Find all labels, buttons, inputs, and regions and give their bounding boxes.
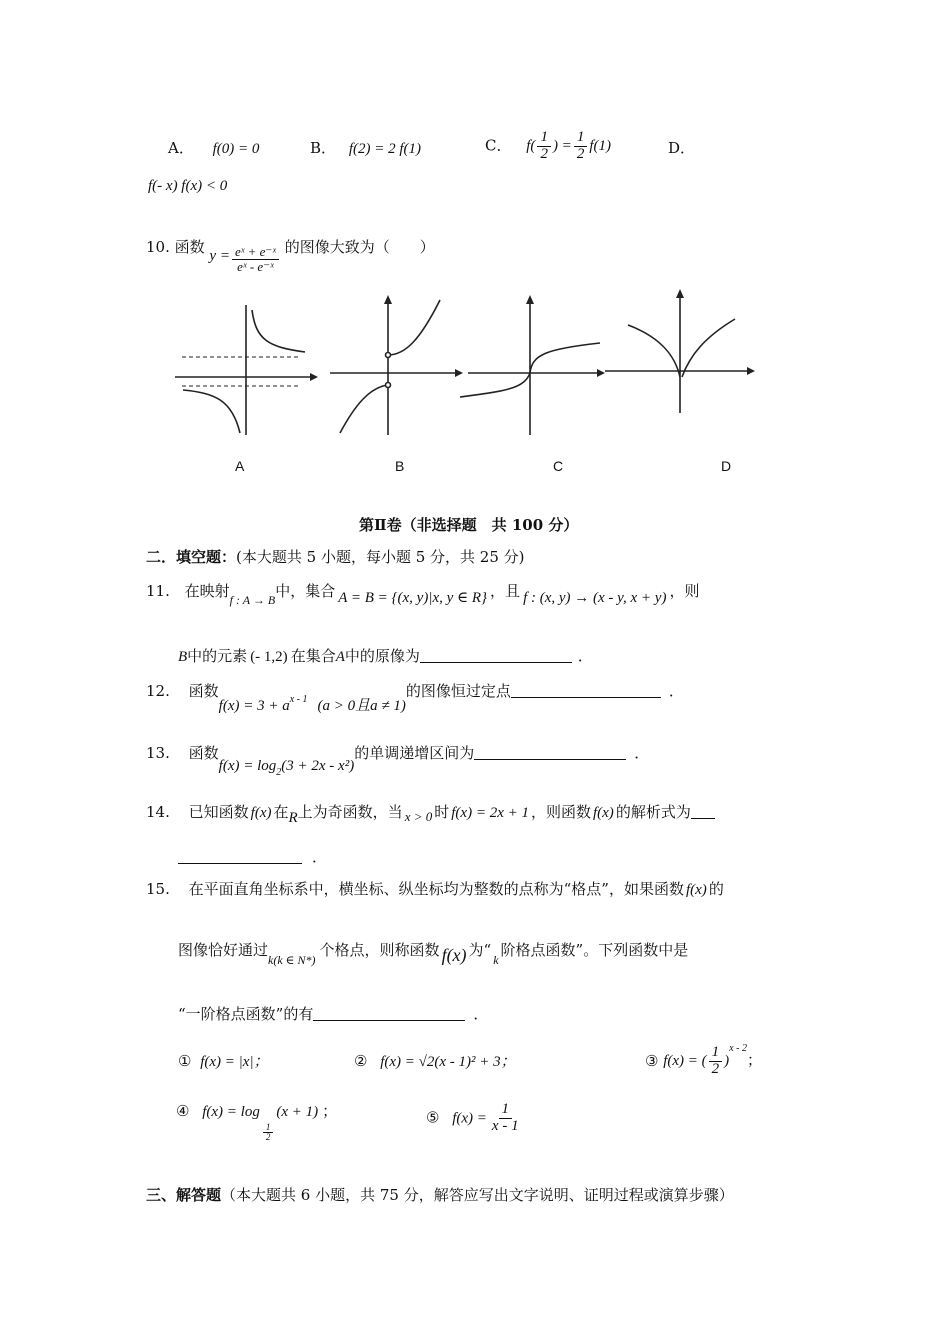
option-marker: ④ — [176, 1102, 190, 1120]
question-text: ，则函数 — [530, 803, 591, 821]
q14-line2 — [178, 848, 327, 866]
question-text: 图像恰好通过 — [178, 941, 269, 959]
graph-b — [330, 295, 463, 435]
question-end: ． — [668, 682, 684, 700]
answer-blank[interactable] — [313, 1006, 465, 1021]
q10-graphs — [0, 285, 950, 465]
q9-option-d-label — [668, 139, 695, 157]
q15-option-2 — [354, 1052, 516, 1071]
q11-line2 — [178, 647, 593, 666]
math-expression — [663, 1043, 747, 1078]
math-exponent: x - 2 — [729, 1043, 747, 1054]
option-marker: ⑤ — [426, 1108, 440, 1127]
math-variable: k — [493, 953, 499, 967]
arrow-icon — [310, 373, 318, 381]
question-text: 中的元素 — [187, 647, 248, 665]
fraction-numerator: 1 — [499, 1102, 513, 1119]
arrow-icon — [747, 367, 755, 375]
question-text: 的单调递增区间为 — [354, 744, 475, 762]
question-text: 10. 函数 — [146, 238, 205, 256]
math-expression: f(x) — [250, 805, 272, 821]
fraction-denominator: 2 — [265, 1132, 271, 1143]
open-point — [386, 353, 391, 358]
math-expression: f : A → B — [229, 593, 276, 607]
option-marker: ② — [354, 1052, 368, 1070]
curve — [388, 300, 440, 355]
fraction — [537, 130, 551, 163]
question-text: 为“ — [468, 941, 492, 959]
math-text: (x + 1) — [276, 1104, 319, 1120]
math-expression: f(x) — [592, 805, 614, 821]
answer-blank[interactable] — [420, 648, 572, 663]
math-text: ； — [746, 1051, 762, 1069]
answer-blank[interactable] — [474, 745, 626, 760]
math-text: ) — [724, 1053, 730, 1069]
question-text: 时 — [434, 803, 450, 821]
question-text: 在平面直角坐标系中，横坐标、纵坐标均为整数的点称为“格点”，如果函数 — [188, 880, 684, 898]
fraction-numerator: 1 — [574, 130, 588, 147]
math-text: y = — [209, 248, 230, 264]
option-label: C． — [485, 136, 512, 155]
q9-option-c — [485, 130, 611, 163]
section-description: (本大题共 5 小题，每小题 5 分，共 25 分) — [236, 548, 525, 566]
math-expression: f(x) = |x|； — [200, 1054, 269, 1070]
curve — [628, 325, 680, 377]
math-expression: A = B = {(x, y)|x, y ∈ R} — [338, 590, 488, 606]
q15-line3 — [178, 1005, 488, 1023]
arrow-icon — [455, 369, 463, 377]
math-expression — [202, 1104, 319, 1143]
option-label: A． — [168, 139, 194, 157]
graph-label-b: B — [395, 458, 405, 474]
question-end: ． — [634, 744, 650, 762]
arrow-icon — [526, 295, 534, 304]
math-expression — [218, 694, 406, 714]
q15-option-3 — [645, 1043, 762, 1078]
q10-stem — [146, 238, 435, 273]
curve — [340, 385, 388, 433]
fraction-denominator: 2 — [576, 145, 585, 162]
math-variable: R — [288, 810, 298, 826]
math-text: f(1) — [589, 137, 611, 154]
q9-option-d: f(- x) f(x) < 0 — [148, 178, 228, 194]
question-text: “一阶格点函数”的有 — [178, 1005, 314, 1023]
question-text: 中，集合 — [275, 582, 336, 600]
math-expression: (- 1,2) — [250, 649, 288, 665]
open-point — [386, 383, 391, 388]
question-text: 函数 — [188, 744, 219, 762]
fraction-denominator: eˣ - e⁻ˣ — [237, 258, 274, 274]
fraction-denominator: x - 1 — [491, 1117, 519, 1134]
math-expression: f(x) = √2(x - 1)² + 3； — [380, 1054, 516, 1070]
curve — [183, 390, 240, 433]
math-expression: f(2) = 2 f(1) — [348, 141, 421, 157]
fraction — [709, 1045, 723, 1078]
curve — [252, 310, 305, 352]
math-text: ； — [322, 1102, 338, 1120]
q15-line2 — [178, 941, 688, 967]
question-text: 在 — [273, 803, 289, 821]
section-label: 三、解答题 — [146, 1186, 222, 1204]
q12 — [146, 682, 684, 715]
arrow-icon — [597, 369, 605, 377]
q13 — [146, 744, 649, 779]
question-text: 在集合 — [290, 647, 336, 665]
question-text: 函数 — [188, 682, 219, 700]
part2-title: 第Ⅱ卷（非选择题 共 100 分） — [359, 516, 579, 534]
question-text: ，且 — [490, 582, 521, 600]
fraction — [489, 1102, 522, 1135]
graph-label-d: D — [721, 458, 732, 474]
math-text: f(x) = 3 + a — [218, 698, 290, 714]
arrow-icon — [384, 295, 392, 304]
question-text: 的解析式为 — [615, 803, 691, 821]
fraction-numerator: 1 — [709, 1045, 723, 1062]
math-variable: A — [335, 649, 345, 665]
question-text: 的图像恒过定点 — [405, 682, 511, 700]
math-expression — [526, 129, 611, 162]
section-label: 二．填空题： — [146, 548, 237, 566]
math-expression — [209, 240, 284, 274]
section-header-solutions — [146, 1186, 734, 1204]
math-text: (3 + 2x - x²) — [281, 758, 355, 774]
math-condition: (a > 0且a ≠ 1) — [317, 698, 406, 714]
fraction-numerator: eˣ + e⁻ˣ — [232, 245, 279, 260]
question-end: ． — [312, 848, 328, 866]
option-marker: ① — [178, 1052, 192, 1070]
graph-d — [605, 289, 755, 413]
q15-option-1 — [178, 1052, 269, 1071]
question-text: 上为奇函数，当 — [297, 803, 403, 821]
question-end: ． — [577, 647, 593, 665]
math-variable: B — [178, 649, 188, 665]
answer-blank[interactable] — [178, 849, 302, 864]
math-exponent: x - 1 — [289, 694, 308, 705]
question-text: 在映射 — [184, 582, 230, 600]
math-expression: f(x) — [685, 882, 707, 898]
math-text: f(x) = ( — [663, 1053, 707, 1069]
math-expression: f(x) = 2x + 1 — [451, 805, 529, 821]
q9-option-a — [168, 139, 259, 158]
graph-a — [175, 305, 318, 435]
math-expression — [452, 1101, 523, 1134]
section-header-fill-in — [146, 548, 525, 566]
curve — [682, 319, 735, 377]
math-expression: x > 0 — [404, 809, 433, 824]
q15-option-5 — [426, 1102, 524, 1135]
fraction-numerator: 1 — [263, 1123, 274, 1133]
arrow-icon — [676, 289, 684, 298]
math-subscript: 2 — [276, 767, 282, 778]
question-text: ，则 — [669, 582, 700, 600]
math-expression: f : (x, y) → (x - y, x + y) — [523, 590, 667, 606]
question-text: 的 — [708, 880, 724, 898]
q15-option-4 — [176, 1102, 337, 1143]
q9-option-b — [310, 139, 421, 158]
question-number: 12. — [146, 682, 170, 700]
option-label: B． — [310, 139, 337, 157]
math-expression: f(0) = 0 — [212, 141, 260, 157]
math-text: f( — [526, 137, 536, 154]
curve — [530, 343, 600, 373]
fraction — [263, 1123, 274, 1143]
q11-line1 — [146, 582, 699, 607]
math-text: ) = — [552, 137, 572, 154]
question-number: 15. — [146, 880, 170, 898]
math-text: f(x) = — [452, 1110, 487, 1127]
fraction-denominator: 2 — [711, 1061, 720, 1078]
answer-blank[interactable] — [511, 683, 661, 698]
section-description: （本大题共 6 小题，共 75 分，解答应写出文字说明、证明过程或演算步骤） — [221, 1186, 734, 1204]
curve — [460, 373, 530, 397]
fraction-denominator: 2 — [540, 145, 548, 162]
option-label: D． — [668, 139, 696, 157]
math-expression: k(k ∈ N*) — [268, 953, 316, 967]
q15-line1 — [146, 880, 724, 899]
question-text: 已知函数 — [188, 803, 249, 821]
q14-line1 — [146, 803, 715, 827]
question-end: ． — [473, 1005, 489, 1023]
question-number: 11. — [146, 582, 170, 600]
graph-label-a: A — [235, 458, 245, 474]
question-text: 中的原像为 — [344, 647, 420, 665]
fraction — [232, 245, 279, 273]
graph-label-c: C — [553, 458, 564, 474]
math-expression — [218, 758, 355, 778]
answer-blank[interactable] — [691, 804, 715, 819]
question-text: 个格点，则称函数 — [319, 941, 440, 959]
question-number: 13. — [146, 744, 170, 762]
graph-c — [460, 295, 605, 435]
fraction-numerator: 1 — [537, 130, 551, 147]
question-number: 14. — [146, 803, 170, 821]
question-text: 阶格点函数”。下列函数中是 — [500, 941, 689, 959]
fraction — [574, 130, 588, 163]
math-text: f(x) = log — [202, 1104, 260, 1120]
question-text: 的图像大致为（ ） — [284, 238, 435, 256]
math-text: f(x) = log — [218, 758, 277, 774]
option-marker: ③ — [645, 1052, 659, 1070]
math-expression: f(x) — [441, 945, 467, 965]
